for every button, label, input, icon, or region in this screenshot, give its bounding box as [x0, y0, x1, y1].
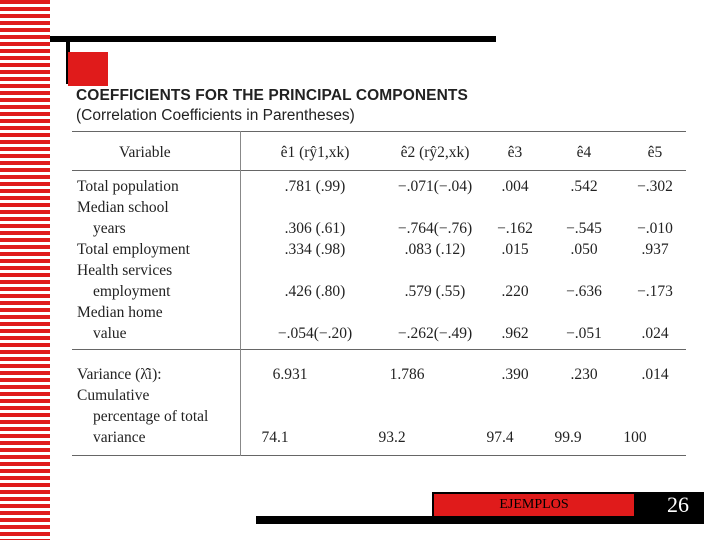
title-line-1: COEFFICIENTS FOR THE PRINCIPAL COMPONENTS: [76, 87, 468, 104]
rule-bottom: [72, 455, 686, 456]
row-value: .579 (.55): [404, 283, 466, 300]
row-value: −.054(−.20): [277, 325, 353, 342]
row-value: .083 (.12): [404, 241, 466, 258]
header-e5: ê5: [647, 144, 663, 161]
header-e4: ê4: [576, 144, 592, 161]
page-number: 26: [667, 492, 689, 517]
row-value: −.010: [637, 220, 673, 237]
title-line-2: (Correlation Coefficients in Parentheses): [76, 107, 355, 124]
cumulative-label: Cumulative: [77, 387, 150, 404]
rule-body: [72, 349, 686, 350]
variance-value: .230: [570, 366, 598, 383]
table-title: [76, 86, 468, 126]
row-value: .050: [570, 241, 598, 258]
row-value: −.636: [566, 283, 602, 300]
cumulative-value: 97.4: [486, 429, 514, 446]
row-value: .024: [641, 325, 669, 342]
row-label: value: [93, 325, 127, 342]
row-value: .542: [570, 178, 598, 195]
header-e2: ê2 (rŷ2,xk): [400, 144, 470, 161]
row-label: employment: [93, 283, 171, 300]
row-label: Median home: [77, 304, 163, 321]
row-label: Total population: [77, 178, 179, 195]
cumulative-value: 99.9: [554, 429, 582, 446]
row-value: −.173: [637, 283, 673, 300]
decorative-stripes: [0, 0, 50, 540]
row-value: −.162: [497, 220, 533, 237]
row-value: −.051: [566, 325, 602, 342]
coefficients-table: [72, 131, 686, 456]
footer-label: EJEMPLOS: [434, 494, 634, 516]
header-e1: ê1 (rŷ1,xk): [280, 144, 350, 161]
variance-value: 6.931: [272, 366, 308, 383]
variance-value: 1.786: [389, 366, 425, 383]
row-value: .962: [501, 325, 529, 342]
row-label: years: [93, 220, 126, 237]
cumulative-value: 93.2: [378, 429, 406, 446]
rule-top: [72, 131, 686, 132]
top-bar: [50, 36, 496, 42]
variance-value: .014: [641, 366, 669, 383]
row-value: −.071(−.04): [397, 178, 473, 195]
cumulative-value: 100: [623, 429, 647, 446]
row-value: .306 (.61): [284, 220, 346, 237]
header-variable: Variable: [119, 144, 171, 161]
row-value: .937: [641, 241, 669, 258]
row-value: −.764(−.76): [397, 220, 473, 237]
header-e3: ê3: [507, 144, 523, 161]
row-value: .004: [501, 178, 529, 195]
row-label: Total employment: [77, 241, 190, 258]
row-value: −.545: [566, 220, 602, 237]
row-value: .334 (.98): [284, 241, 346, 258]
row-value: .426 (.80): [284, 283, 346, 300]
cumulative-value: 74.1: [261, 429, 289, 446]
cumulative-label: variance: [93, 429, 146, 446]
row-label: Median school: [77, 199, 169, 216]
cumulative-label: percentage of total: [93, 408, 209, 425]
variance-value: .390: [501, 366, 529, 383]
variance-label: Variance (λ̂i):: [77, 366, 162, 383]
row-value: .220: [501, 283, 529, 300]
rule-header: [72, 170, 686, 171]
row-label: Health services: [77, 262, 173, 279]
row-value: .781 (.99): [284, 178, 346, 195]
rule-vertical-1: [240, 131, 241, 456]
row-value: −.302: [637, 178, 673, 195]
row-value: .015: [501, 241, 529, 258]
row-value: −.262(−.49): [397, 325, 473, 342]
red-square: [68, 52, 108, 86]
